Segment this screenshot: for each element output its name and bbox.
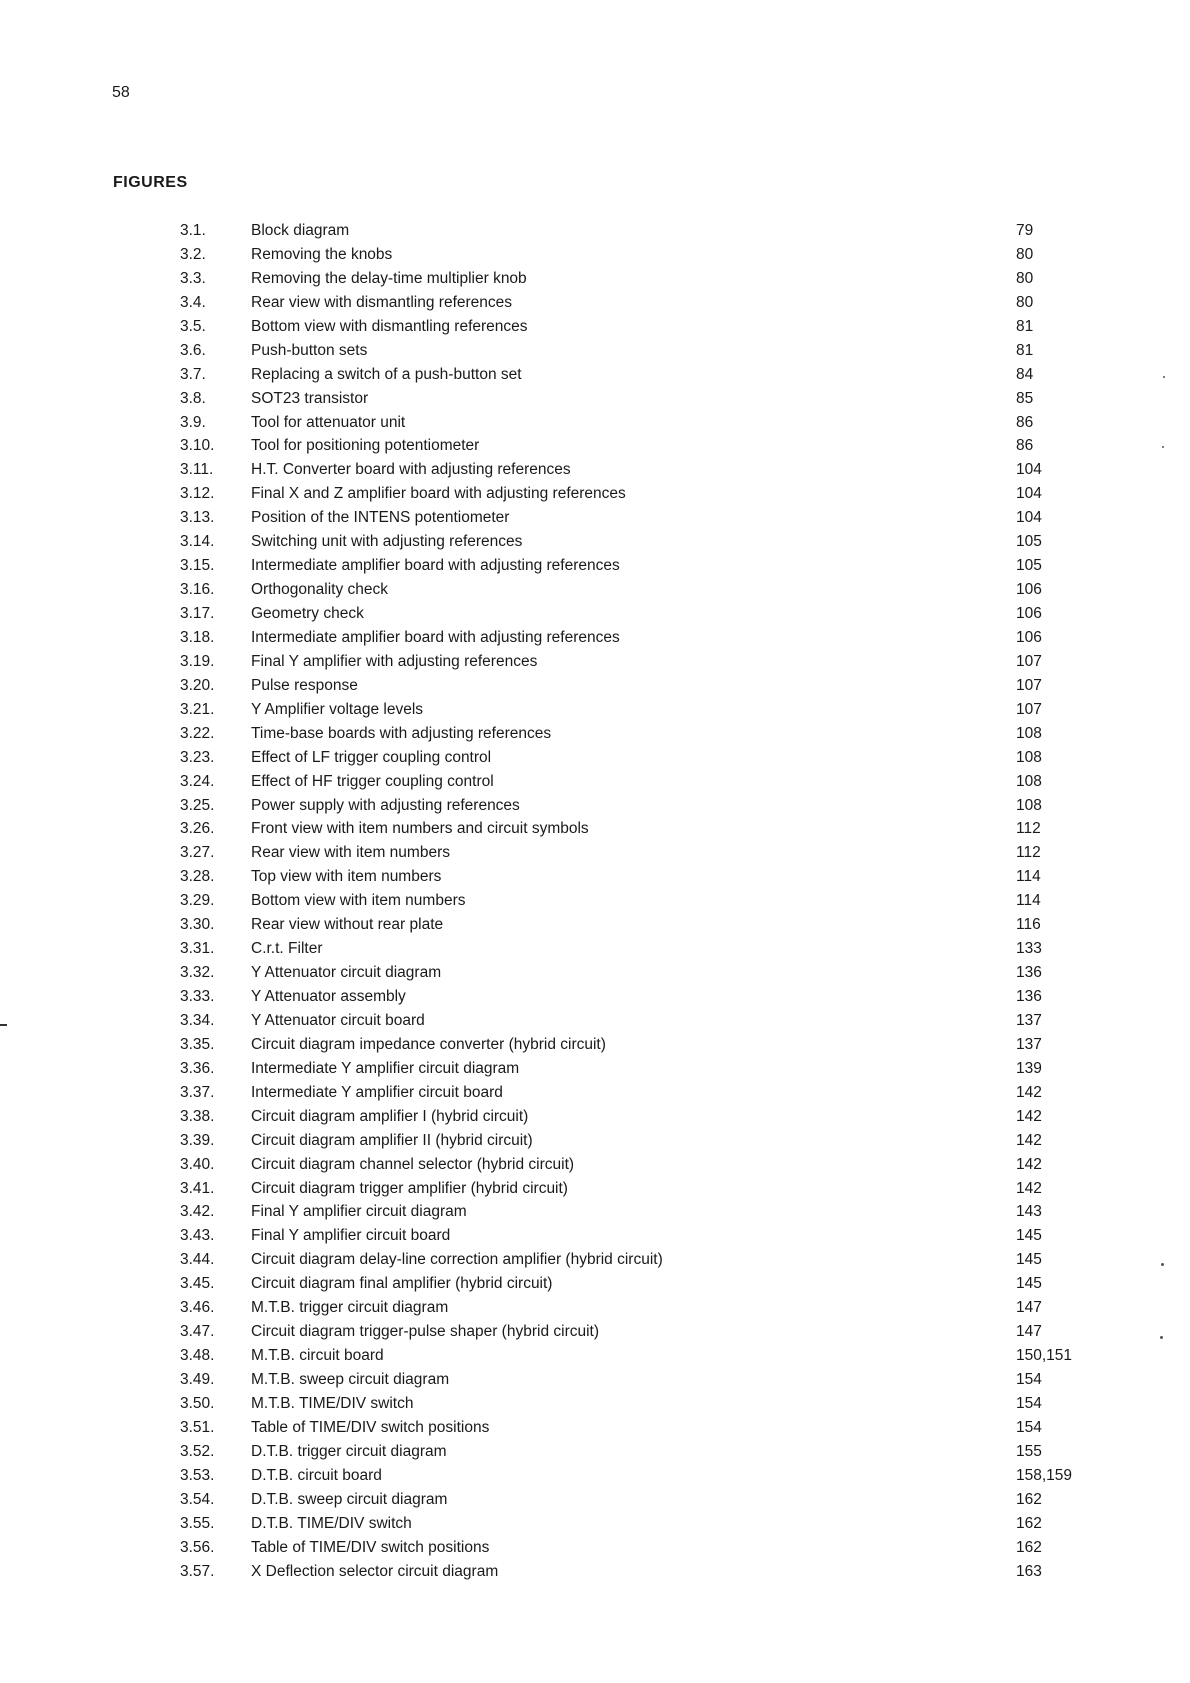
- figure-page: 104: [1016, 485, 1042, 503]
- scan-speck: [1161, 1263, 1164, 1266]
- figure-page: 150,151: [1016, 1347, 1073, 1365]
- figure-title: Removing the knobs: [251, 245, 393, 263]
- figure-number: 3.45.: [180, 1275, 215, 1293]
- figure-title: M.T.B. circuit board: [251, 1347, 384, 1365]
- figure-page: 86: [1016, 437, 1034, 455]
- figure-row: [0, 315, 1190, 339]
- figure-row: [0, 626, 1190, 650]
- figure-page: 155: [1016, 1442, 1042, 1460]
- figure-page: 112: [1016, 844, 1041, 862]
- figure-row: [0, 506, 1190, 530]
- figure-title: Bottom view with item numbers: [251, 892, 466, 910]
- figure-row: [0, 411, 1190, 435]
- figure-row: [0, 578, 1190, 602]
- figure-row: [0, 1320, 1190, 1344]
- figure-title: SOT23 transistor: [251, 389, 369, 407]
- figure-row: [0, 1272, 1190, 1296]
- figure-number: 3.29.: [180, 892, 215, 910]
- figure-row: [0, 1081, 1190, 1105]
- figure-number: 3.31.: [180, 940, 215, 958]
- figure-title: Effect of HF trigger coupling control: [251, 772, 494, 790]
- figure-page: 114: [1016, 868, 1041, 886]
- figure-number: 3.47.: [180, 1323, 215, 1341]
- figure-row: [0, 1129, 1190, 1153]
- figure-title: Final Y amplifier circuit board: [251, 1227, 451, 1245]
- figure-title: Block diagram: [251, 222, 350, 239]
- figure-page: 85: [1016, 389, 1034, 407]
- figure-page: 162: [1016, 1490, 1042, 1508]
- figure-number: 3.26.: [180, 820, 215, 838]
- figure-title: Y Attenuator assembly: [251, 988, 406, 1005]
- figure-title: Intermediate amplifier board with adjusting references: [251, 557, 620, 575]
- figure-title: M.T.B. sweep circuit diagram: [251, 1371, 450, 1388]
- figure-title: M.T.B. TIME/DIV switch: [251, 1394, 414, 1412]
- figure-number: 3.17.: [180, 605, 215, 622]
- figure-title: Circuit diagram impedance converter (hybrid circuit): [251, 1035, 606, 1053]
- figure-row: [0, 650, 1190, 674]
- figure-title: Bottom view with dismantling references: [251, 317, 528, 335]
- figure-title: Circuit diagram trigger amplifier (hybrid circuit): [251, 1179, 568, 1197]
- figure-number: 3.48.: [180, 1347, 215, 1365]
- figure-row: [0, 1296, 1190, 1320]
- figure-row: [0, 817, 1190, 841]
- figure-number: 3.33.: [180, 988, 215, 1005]
- figure-page: 106: [1016, 605, 1042, 622]
- scan-speck: [1162, 446, 1164, 448]
- figure-page: 154: [1016, 1418, 1042, 1436]
- figure-row: [0, 770, 1190, 794]
- figure-page: 139: [1016, 1059, 1042, 1077]
- page-number: 58: [112, 84, 130, 101]
- figure-page: 145: [1016, 1227, 1042, 1245]
- figure-row: [0, 554, 1190, 578]
- figure-page: 147: [1016, 1299, 1042, 1317]
- figure-title: Final Y amplifier with adjusting references: [251, 652, 538, 670]
- figure-number: 3.23.: [180, 748, 215, 766]
- figure-number: 3.53.: [180, 1466, 215, 1484]
- figure-row: [0, 889, 1190, 913]
- figure-row: [0, 794, 1190, 818]
- figure-page: 136: [1016, 964, 1042, 982]
- figure-title: Rear view with dismantling references: [251, 293, 513, 311]
- figure-row: [0, 937, 1190, 961]
- figure-title: Orthogonality check: [251, 581, 388, 599]
- figure-page: 107: [1016, 676, 1042, 694]
- figure-number: 3.22.: [180, 724, 215, 742]
- figure-title: D.T.B. circuit board: [251, 1466, 382, 1484]
- figure-page: 158,159: [1016, 1466, 1073, 1484]
- figure-number: 3.51.: [180, 1418, 215, 1436]
- scan-speck: [1163, 376, 1165, 378]
- figure-number: 3.37.: [180, 1083, 215, 1101]
- figure-number: 3.4.: [180, 293, 206, 311]
- figure-number: 3.20.: [180, 676, 215, 694]
- figure-row: [0, 482, 1190, 506]
- figure-number: 3.8.: [180, 389, 206, 407]
- figure-number: 3.7.: [180, 365, 206, 383]
- figure-page: 81: [1016, 341, 1034, 359]
- figure-page: 137: [1016, 1035, 1042, 1053]
- figure-number: 3.14.: [180, 533, 215, 551]
- figure-row: [0, 1416, 1190, 1440]
- figure-page: 80: [1016, 293, 1034, 311]
- figure-number: 3.35.: [180, 1035, 215, 1053]
- figure-page: 80: [1016, 269, 1034, 287]
- figure-number: 3.16.: [180, 581, 215, 599]
- figure-page: 81: [1016, 317, 1034, 335]
- figure-number: 3.12.: [180, 485, 215, 503]
- figure-number: 3.9.: [180, 413, 206, 431]
- figure-row: [0, 1560, 1190, 1584]
- figure-number: 3.57.: [180, 1562, 215, 1580]
- figure-title: Geometry check: [251, 605, 364, 622]
- figure-title: Table of TIME/DIV switch positions: [251, 1538, 490, 1556]
- figure-title: Switching unit with adjusting references: [251, 533, 523, 551]
- figure-page: 137: [1016, 1011, 1042, 1029]
- figure-title: Intermediate Y amplifier circuit diagram: [251, 1059, 520, 1077]
- figure-page: 106: [1016, 628, 1042, 646]
- figure-number: 3.56.: [180, 1538, 215, 1556]
- figure-number: 3.55.: [180, 1514, 215, 1532]
- figure-page: 154: [1016, 1394, 1042, 1412]
- figure-row: [0, 458, 1190, 482]
- figure-row: [0, 291, 1190, 315]
- figure-row: [0, 865, 1190, 889]
- figure-title: Removing the delay-time multiplier knob: [251, 269, 527, 287]
- scan-edge-mark: [0, 1024, 7, 1026]
- figure-number: 3.36.: [180, 1059, 215, 1077]
- figure-row: [0, 219, 1190, 243]
- figure-title: C.r.t. Filter: [251, 940, 323, 958]
- figure-number: 3.21.: [180, 700, 215, 718]
- figure-number: 3.34.: [180, 1011, 215, 1029]
- figure-title: Rear view with item numbers: [251, 844, 450, 862]
- figure-page: 108: [1016, 724, 1042, 742]
- figure-page: 162: [1016, 1514, 1042, 1532]
- figure-row: [0, 1464, 1190, 1488]
- figure-number: 3.32.: [180, 964, 215, 982]
- figure-row: [0, 1368, 1190, 1392]
- figure-page: 154: [1016, 1371, 1042, 1388]
- figure-page: 112: [1016, 820, 1041, 838]
- figure-number: 3.54.: [180, 1490, 215, 1508]
- figure-number: 3.3.: [180, 269, 206, 287]
- figure-title: X Deflection selector circuit diagram: [251, 1562, 499, 1580]
- figure-page: 86: [1016, 413, 1034, 431]
- figure-row: [0, 1200, 1190, 1224]
- figure-page: 147: [1016, 1323, 1042, 1341]
- figure-page: 107: [1016, 700, 1042, 718]
- figure-row: [0, 1033, 1190, 1057]
- figure-number: 3.13.: [180, 509, 215, 527]
- figure-number: 3.28.: [180, 868, 215, 886]
- figure-page: 136: [1016, 988, 1042, 1005]
- figure-title: Y Attenuator circuit diagram: [251, 964, 442, 982]
- figure-number: 3.46.: [180, 1299, 215, 1317]
- figure-page: 142: [1016, 1179, 1042, 1197]
- figure-page: 142: [1016, 1107, 1042, 1125]
- figure-title: H.T. Converter board with adjusting references: [251, 461, 571, 479]
- figure-number: 3.10.: [180, 437, 215, 455]
- figure-row: [0, 1224, 1190, 1248]
- figure-title: Y Amplifier voltage levels: [251, 700, 424, 718]
- figure-number: 3.43.: [180, 1227, 215, 1245]
- figure-page: 142: [1016, 1131, 1042, 1149]
- figure-number: 3.27.: [180, 844, 215, 862]
- scan-speck: [1160, 1336, 1163, 1339]
- figure-title: Table of TIME/DIV switch positions: [251, 1418, 490, 1436]
- figure-row: [0, 363, 1190, 387]
- figure-number: 3.50.: [180, 1394, 215, 1412]
- figure-title: Effect of LF trigger coupling control: [251, 748, 492, 766]
- figure-row: [0, 1344, 1190, 1368]
- figure-title: Rear view without rear plate: [251, 916, 444, 934]
- figure-row: [0, 434, 1190, 458]
- figure-row: [0, 985, 1190, 1009]
- figure-row: [0, 746, 1190, 770]
- figure-title: Time-base boards with adjusting references: [251, 724, 552, 742]
- figure-page: 142: [1016, 1083, 1042, 1101]
- figure-title: D.T.B. sweep circuit diagram: [251, 1490, 448, 1508]
- figure-number: 3.15.: [180, 557, 215, 575]
- figure-page: 108: [1016, 748, 1042, 766]
- figure-row: [0, 243, 1190, 267]
- figure-number: 3.49.: [180, 1371, 215, 1388]
- figure-title: D.T.B. TIME/DIV switch: [251, 1514, 412, 1532]
- figure-row: [0, 1392, 1190, 1416]
- figure-title: Top view with item numbers: [251, 868, 442, 886]
- figure-page: 105: [1016, 557, 1042, 575]
- figure-row: [0, 267, 1190, 291]
- figure-title: Circuit diagram trigger-pulse shaper (hybrid circuit): [251, 1323, 600, 1341]
- figure-title: Circuit diagram delay-line correction amplifier (hybrid circuit): [251, 1251, 663, 1269]
- figure-page: 80: [1016, 245, 1034, 263]
- figure-row: [0, 913, 1190, 937]
- figure-title: Tool for attenuator unit: [251, 413, 406, 431]
- figure-row: [0, 961, 1190, 985]
- figure-title: Intermediate Y amplifier circuit board: [251, 1083, 503, 1101]
- figure-row: [0, 1177, 1190, 1201]
- figure-number: 3.38.: [180, 1107, 215, 1125]
- figure-page: 145: [1016, 1275, 1042, 1293]
- figure-number: 3.24.: [180, 772, 215, 790]
- figure-row: [0, 339, 1190, 363]
- figure-number: 3.25.: [180, 796, 215, 814]
- figure-row: [0, 1536, 1190, 1560]
- figure-title: Tool for positioning potentiometer: [251, 437, 480, 455]
- figure-page: 162: [1016, 1538, 1042, 1556]
- figure-row: [0, 674, 1190, 698]
- figure-number: 3.30.: [180, 916, 215, 934]
- figure-page: 108: [1016, 796, 1042, 814]
- figure-title: M.T.B. trigger circuit diagram: [251, 1299, 449, 1317]
- figure-page: 107: [1016, 652, 1042, 670]
- figure-row: [0, 1009, 1190, 1033]
- figure-title: D.T.B. trigger circuit diagram: [251, 1442, 447, 1460]
- figure-row: [0, 841, 1190, 865]
- figure-row: [0, 602, 1190, 626]
- figure-number: 3.5.: [180, 317, 206, 335]
- figure-number: 3.39.: [180, 1131, 215, 1149]
- figure-row: [0, 530, 1190, 554]
- figure-title: Power supply with adjusting references: [251, 796, 520, 814]
- figure-title: Circuit diagram amplifier II (hybrid circuit): [251, 1131, 533, 1149]
- figure-title: Replacing a switch of a push-button set: [251, 365, 522, 383]
- figure-page: 145: [1016, 1251, 1042, 1269]
- figure-title: Push-button sets: [251, 341, 368, 359]
- figure-page: 163: [1016, 1562, 1042, 1580]
- figure-row: [0, 1440, 1190, 1464]
- figure-row: [0, 1057, 1190, 1081]
- figure-row: [0, 1248, 1190, 1272]
- figure-page: 104: [1016, 509, 1042, 527]
- figure-title: Y Attenuator circuit board: [251, 1011, 425, 1029]
- figure-number: 3.44.: [180, 1251, 215, 1269]
- figure-title: Final Y amplifier circuit diagram: [251, 1203, 467, 1221]
- figure-page: 133: [1016, 940, 1042, 958]
- figure-page: 84: [1016, 365, 1034, 383]
- figure-number: 3.19.: [180, 652, 215, 670]
- figure-row: [0, 722, 1190, 746]
- figure-title: Circuit diagram final amplifier (hybrid circuit): [251, 1275, 553, 1293]
- figure-number: 3.18.: [180, 628, 215, 646]
- figure-title: Final X and Z amplifier board with adjusting references: [251, 485, 626, 503]
- figure-number: 3.40.: [180, 1155, 215, 1173]
- figure-title: Front view with item numbers and circuit symbols: [251, 820, 589, 838]
- figure-page: 106: [1016, 581, 1042, 599]
- figure-number: 3.42.: [180, 1203, 215, 1221]
- figure-row: [0, 1153, 1190, 1177]
- figure-number: 3.6.: [180, 341, 206, 359]
- figure-page: 114: [1016, 892, 1041, 910]
- figure-page: 142: [1016, 1155, 1042, 1173]
- figure-row: [0, 387, 1190, 411]
- figure-row: [0, 1105, 1190, 1129]
- figure-page: 104: [1016, 461, 1042, 479]
- figure-title: Pulse response: [251, 676, 358, 694]
- figure-row: [0, 698, 1190, 722]
- figure-page: 108: [1016, 772, 1042, 790]
- figure-page: 116: [1016, 916, 1041, 934]
- figure-title: Circuit diagram amplifier I (hybrid circuit): [251, 1107, 529, 1125]
- figure-title: Circuit diagram channel selector (hybrid circuit): [251, 1155, 575, 1173]
- figure-page: 143: [1016, 1203, 1042, 1221]
- section-title: FIGURES: [113, 174, 188, 191]
- figure-title: Position of the INTENS potentiometer: [251, 509, 510, 527]
- figure-list: [0, 219, 1190, 1583]
- figure-number: 3.52.: [180, 1442, 215, 1460]
- figure-row: [0, 1488, 1190, 1512]
- figure-page: 79: [1016, 222, 1034, 239]
- figure-title: Intermediate amplifier board with adjusting references: [251, 628, 620, 646]
- figure-number: 3.1.: [180, 222, 206, 239]
- figure-number: 3.41.: [180, 1179, 215, 1197]
- figure-row: [0, 1512, 1190, 1536]
- figure-number: 3.11.: [180, 461, 214, 479]
- figure-page: 105: [1016, 533, 1042, 551]
- figure-number: 3.2.: [180, 245, 206, 263]
